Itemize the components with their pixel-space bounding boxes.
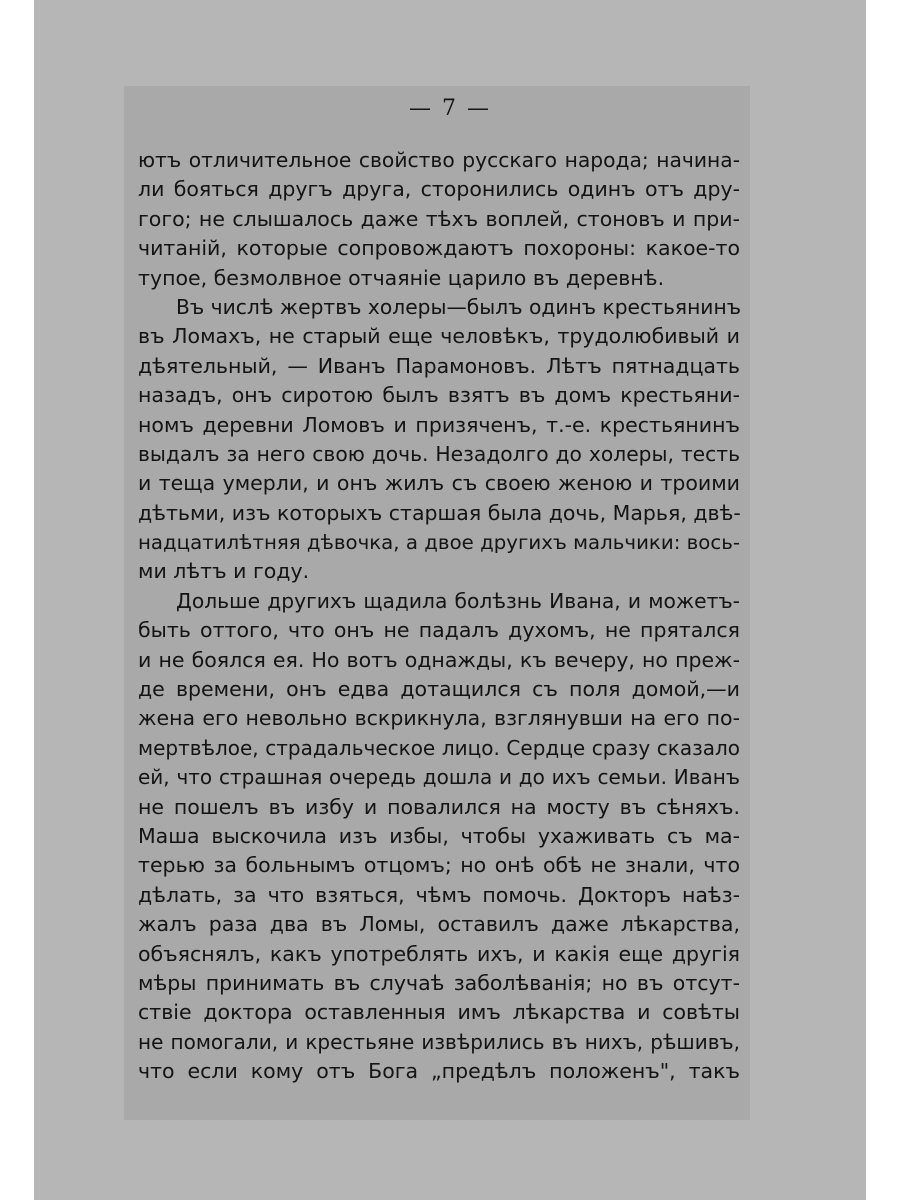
text-line: выдалъ за него свою дочь. Незадолго до холеры, тесть — [138, 441, 740, 466]
text-line: и не боялся ея. Но вотъ однажды, къ вечеру, но преж- — [138, 647, 740, 672]
text-line: де времени, онъ едва дотащился съ поля домой,—и — [138, 677, 740, 702]
text-line: дѣтьми, изъ которыхъ старшая была дочь, Марья, двѣ- — [138, 500, 741, 525]
text-line: надцатилѣтняя дѣвочка, а двое другихъ мальчики: вось- — [138, 531, 740, 555]
text-line: объяснялъ, какъ употреблять ихъ, и какія еще другія — [138, 941, 740, 966]
text-line: ей, что страшная очередь дошла и до ихъ семьи. Иванъ — [138, 765, 740, 790]
paragraph — [138, 146, 740, 293]
text-line: читаній, которые сопровождаютъ похороны: какое-то — [138, 236, 740, 261]
text-line: ствіе доктора оставленныя имъ лѣкарства и совѣты — [138, 1000, 740, 1025]
paragraph — [138, 293, 740, 587]
text-line: что если кому отъ Бога „предѣлъ положенъ", такъ — [138, 1059, 740, 1084]
text-line: ли бояться другъ друга, сторонились одинъ отъ дру- — [138, 177, 740, 202]
text-line: быть оттого, что онъ не падалъ духомъ, не прятался — [138, 618, 740, 643]
text-line: ютъ отличительное свойство русскаго народа; начина- — [138, 148, 740, 172]
text-line: не пошелъ въ избу и повалился на мосту въ сѣняхъ. — [138, 794, 740, 819]
text-line: Маша выскочила изъ избы, чтобы ухаживать съ ма- — [138, 823, 740, 848]
page-number: — 7 — — [409, 96, 491, 121]
text-body — [138, 146, 740, 1087]
text-line: мѣры принимать въ случаѣ заболѣванія; но въ отсут- — [138, 970, 740, 995]
text-line: терью за больнымъ отцомъ; но онѣ обѣ не знали, что — [138, 853, 740, 878]
text-line: дѣлать, за что взяться, чѣмъ помочь. Докторъ наѣз- — [138, 882, 740, 907]
text-line: ми лѣтъ и году. — [138, 559, 310, 584]
text-line: гого; не слышалось даже тѣхъ воплей, стоновъ и при- — [138, 206, 740, 231]
text-line: въ Ломахъ, не старый еще человѣкъ, трудолюбивый и — [138, 324, 740, 349]
text-line: назадъ, онъ сиротою былъ взятъ въ домъ крестьяни- — [138, 383, 740, 408]
text-line: жалъ раза два въ Ломы, оставилъ даже лѣкарства, — [138, 912, 740, 937]
text-line: тупое, безмолвное отчаяніе царило въ деревнѣ. — [138, 265, 665, 290]
text-line: Въ числѣ жертвъ холеры—былъ одинъ крестьянинъ — [176, 294, 742, 319]
text-line: жена его невольно вскрикнула, взглянувши на его по- — [138, 706, 740, 731]
text-line: Дольше другихъ щадила болѣзнь Ивана, и можетъ- — [176, 588, 740, 613]
paragraph — [138, 587, 740, 1087]
text-line: номъ деревни Ломовъ и призяченъ, т.-е. крестьянинъ — [138, 412, 740, 437]
text-line: мертвѣлое, страдальческое лицо. Сердце сразу сказало — [138, 735, 740, 760]
text-line: дѣятельный, — Иванъ Парамоновъ. Лѣтъ пятнадцать — [138, 353, 740, 378]
text-line: не помогали, и крестьяне извѣрились въ нихъ, рѣшивъ, — [138, 1029, 740, 1054]
text-line: и теща умерли, и онъ жилъ съ своею женою и троими — [138, 471, 740, 496]
